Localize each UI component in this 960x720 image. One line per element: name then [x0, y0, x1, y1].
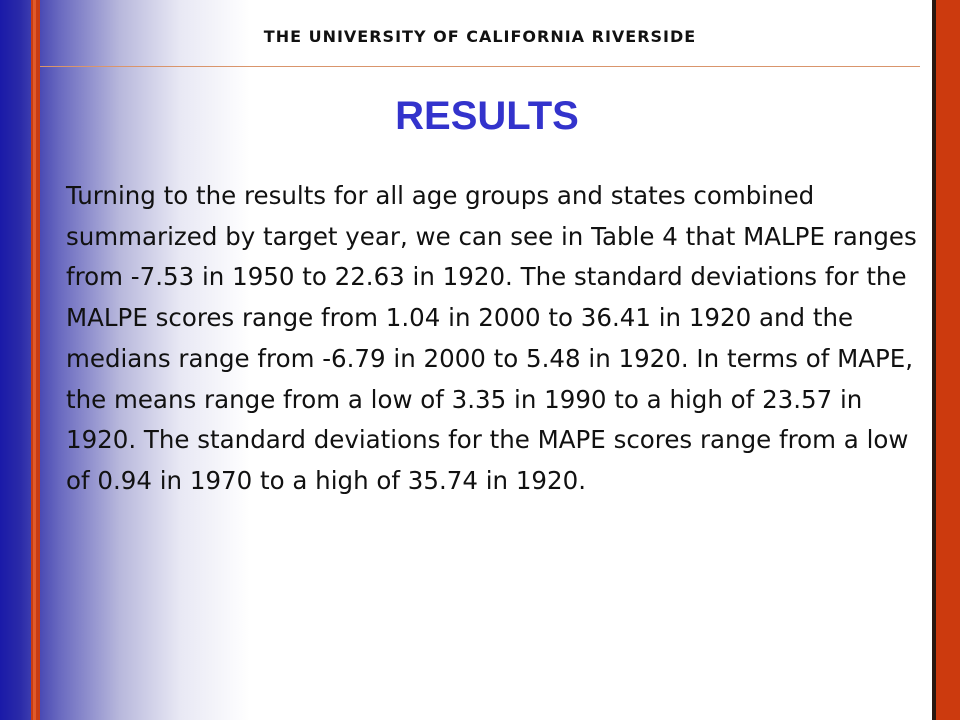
header-divider	[40, 66, 920, 67]
slide-title: RESULTS	[395, 94, 579, 138]
slide-body-text: Turning to the results for all age groups and states combined summarized by target year, we can see in Table 4 that MALPE ranges from -7.53 in 1950 to 22.63 in 1920. The standard deviations for the MALPE scores range from 1.04 in 2000 to 36.41 in 1920 and the medians range from -6.79 in 2000 to 5.48 in 1920. In terms of MAPE, the means range from a low of 3.35 in 1990 to a high of 23.57 in 1920. The standard deviations for the MAPE scores range from a low of 0.94 in 1970 to a high of 35.74 in 1920.	[66, 181, 917, 495]
header-title: THE UNIVERSITY OF CALIFORNIA RIVERSIDE	[263, 27, 697, 46]
